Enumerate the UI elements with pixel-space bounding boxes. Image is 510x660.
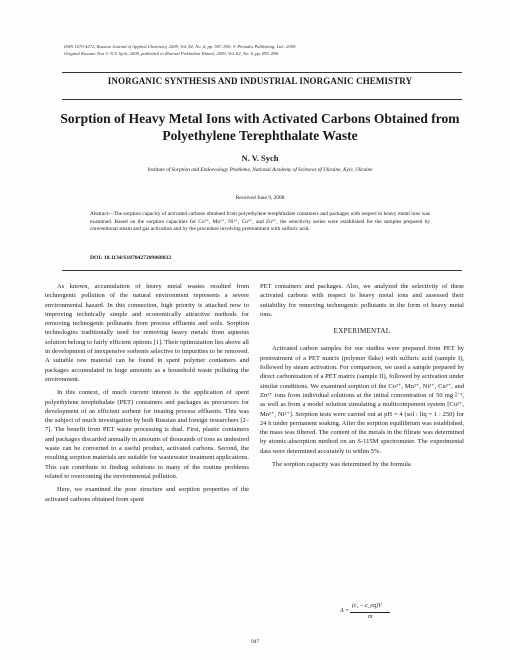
paragraph: The sorption capacity was determined by the formula bbox=[272, 461, 411, 469]
formula-numerator: (c₁ – c_eq)V bbox=[352, 603, 382, 609]
right-column bbox=[260, 282, 464, 473]
paragraph: Here, we examined the pore structure and sorption properties of the activated carbons obtained from spent bbox=[45, 486, 249, 503]
paragraph: PET containers and packages. Also, we analyzed the selectivity of these activated carbons with respect to heavy metal ions and assessed their suitability for removing technogenic pollutants in the form of heavy metal ions. bbox=[260, 283, 464, 318]
experimental-heading: EXPERIMENTAL bbox=[333, 327, 391, 336]
journal-header-line-1: ISSN 1070-4272, Russian Journal of Applied Chemistry, 2009, Vol. 82, No. 6, pp. 947–950. © Pleiades Publishing, Ltd., 2009. bbox=[64, 44, 297, 49]
left-column bbox=[45, 282, 249, 508]
received-date: Received June 9, 2008 bbox=[235, 195, 285, 201]
abstract-rule bbox=[62, 270, 462, 271]
section-rule-bottom bbox=[62, 99, 462, 100]
fraction-bar bbox=[350, 612, 390, 613]
paragraph: Activated carbon samples for our studies were prepared from PET by pretreatment of a PET matrix (polymer flake) with sulfuric acid (sample I), followed by steam activation. For comparison, we used a sample prepared by direct carbonization of a PET matrix (sample II), followed by activation under similar conditions. We examined sorption of the Co²⁺, Mn²⁺, Ni²⁺, Cu²⁺, and Zn²⁺ ions from individual solutions at the initial concentration of 50 mg l⁻¹, as well as from a model solution simulating a multicomponent system [Cu²⁺, Mn²⁺, Ni²⁺]. Sorption tests were carried out at pH = 4 (sol : liq = 1 : 250) for 24 h under permanent soaking. After the sorption equilibrium was established, the mass was filtered. The content of the metals in the filtrate was determined by atomic-absorption method on an S-115M spectrometer. The experimental data were determined accurately to within 5%. bbox=[260, 345, 464, 455]
formula-denominator: m bbox=[368, 614, 373, 620]
article-title: Sorption of Heavy Metal Ions with Activated Carbons Obtained from Polyethylene Terephthalate Waste bbox=[60, 111, 460, 143]
abstract: Abstract—The sorption capacity of activated carbons obtained from polyethylene terephthalate containers and packages with respect to heavy metal ions was examined. Based on the sorption capacities for Co²⁺, Mn²⁺, Ni²⁺, Cu²⁺, and Zn²⁺, the selectivity series were established for the samples prepared by conventional steam and gas activation and by the procedure involving pretreatment with sulfuric acid. bbox=[90, 211, 430, 233]
paragraph: As known, accumulation of heavy metal wastes resulted from technogenic pollution of the natural environment represents a severe environmental hazard. In this connection, high priority is attached now to improving technically simple and economically attractive methods for removing technogenic pollutants from process effluents and soils. Sorption technologies traditionally used for removing heavy metals from aqueous solution belong to fairly efficient options [1]. Their optimization lies above all in development of inexpensive sorbents selective to impurities to be removed. A suitable raw material can be found in spent polymer containers and packages accumulated in huge amounts as a household waste polluting the environment. bbox=[45, 283, 249, 383]
section-heading: INORGANIC SYNTHESIS AND INDUSTRIAL INORGANIC CHEMISTRY bbox=[107, 76, 413, 86]
section-rule-top bbox=[62, 72, 462, 73]
paragraph: In this context, of much current interest is the application of spent polyethylene terephthalate (PET) containers and packages as precursors for development of an efficient sorbent for treating process effluents. This was the subject of much investigation by both Russian and foreign researchers [2–7]. The benefit from PET waste processing is dual. First, plastic containers and packages discarded annually in amounts of thousands of tons as undesired waste can be converted to a useful product, activated carbons. Second, the resulting sorption materials are suitable for wastewater treatment applications. This can contribute to finding solutions to many of the routine problems related to overcoming the environmental pollution. bbox=[45, 389, 249, 480]
affiliation: Institute of Sorption and Endoecology Problems, National Academy of Sciences of Ukraine, Kyiv, Ukraine bbox=[147, 167, 373, 173]
sorption-formula bbox=[340, 603, 420, 625]
author: N. V. Sych bbox=[241, 153, 279, 163]
journal-header-line-2: Original Russian Text © N.V. Sych, 2009, published in Zhurnal Prikladnoi Khimii, 2009, Vol. 82, No. 6, pp. 893–896. bbox=[64, 51, 280, 56]
doi: DOI: 10.1134/S1070427209060032 bbox=[90, 255, 172, 261]
page-number: 947 bbox=[250, 639, 260, 645]
formula-lhs: A = bbox=[340, 608, 350, 614]
